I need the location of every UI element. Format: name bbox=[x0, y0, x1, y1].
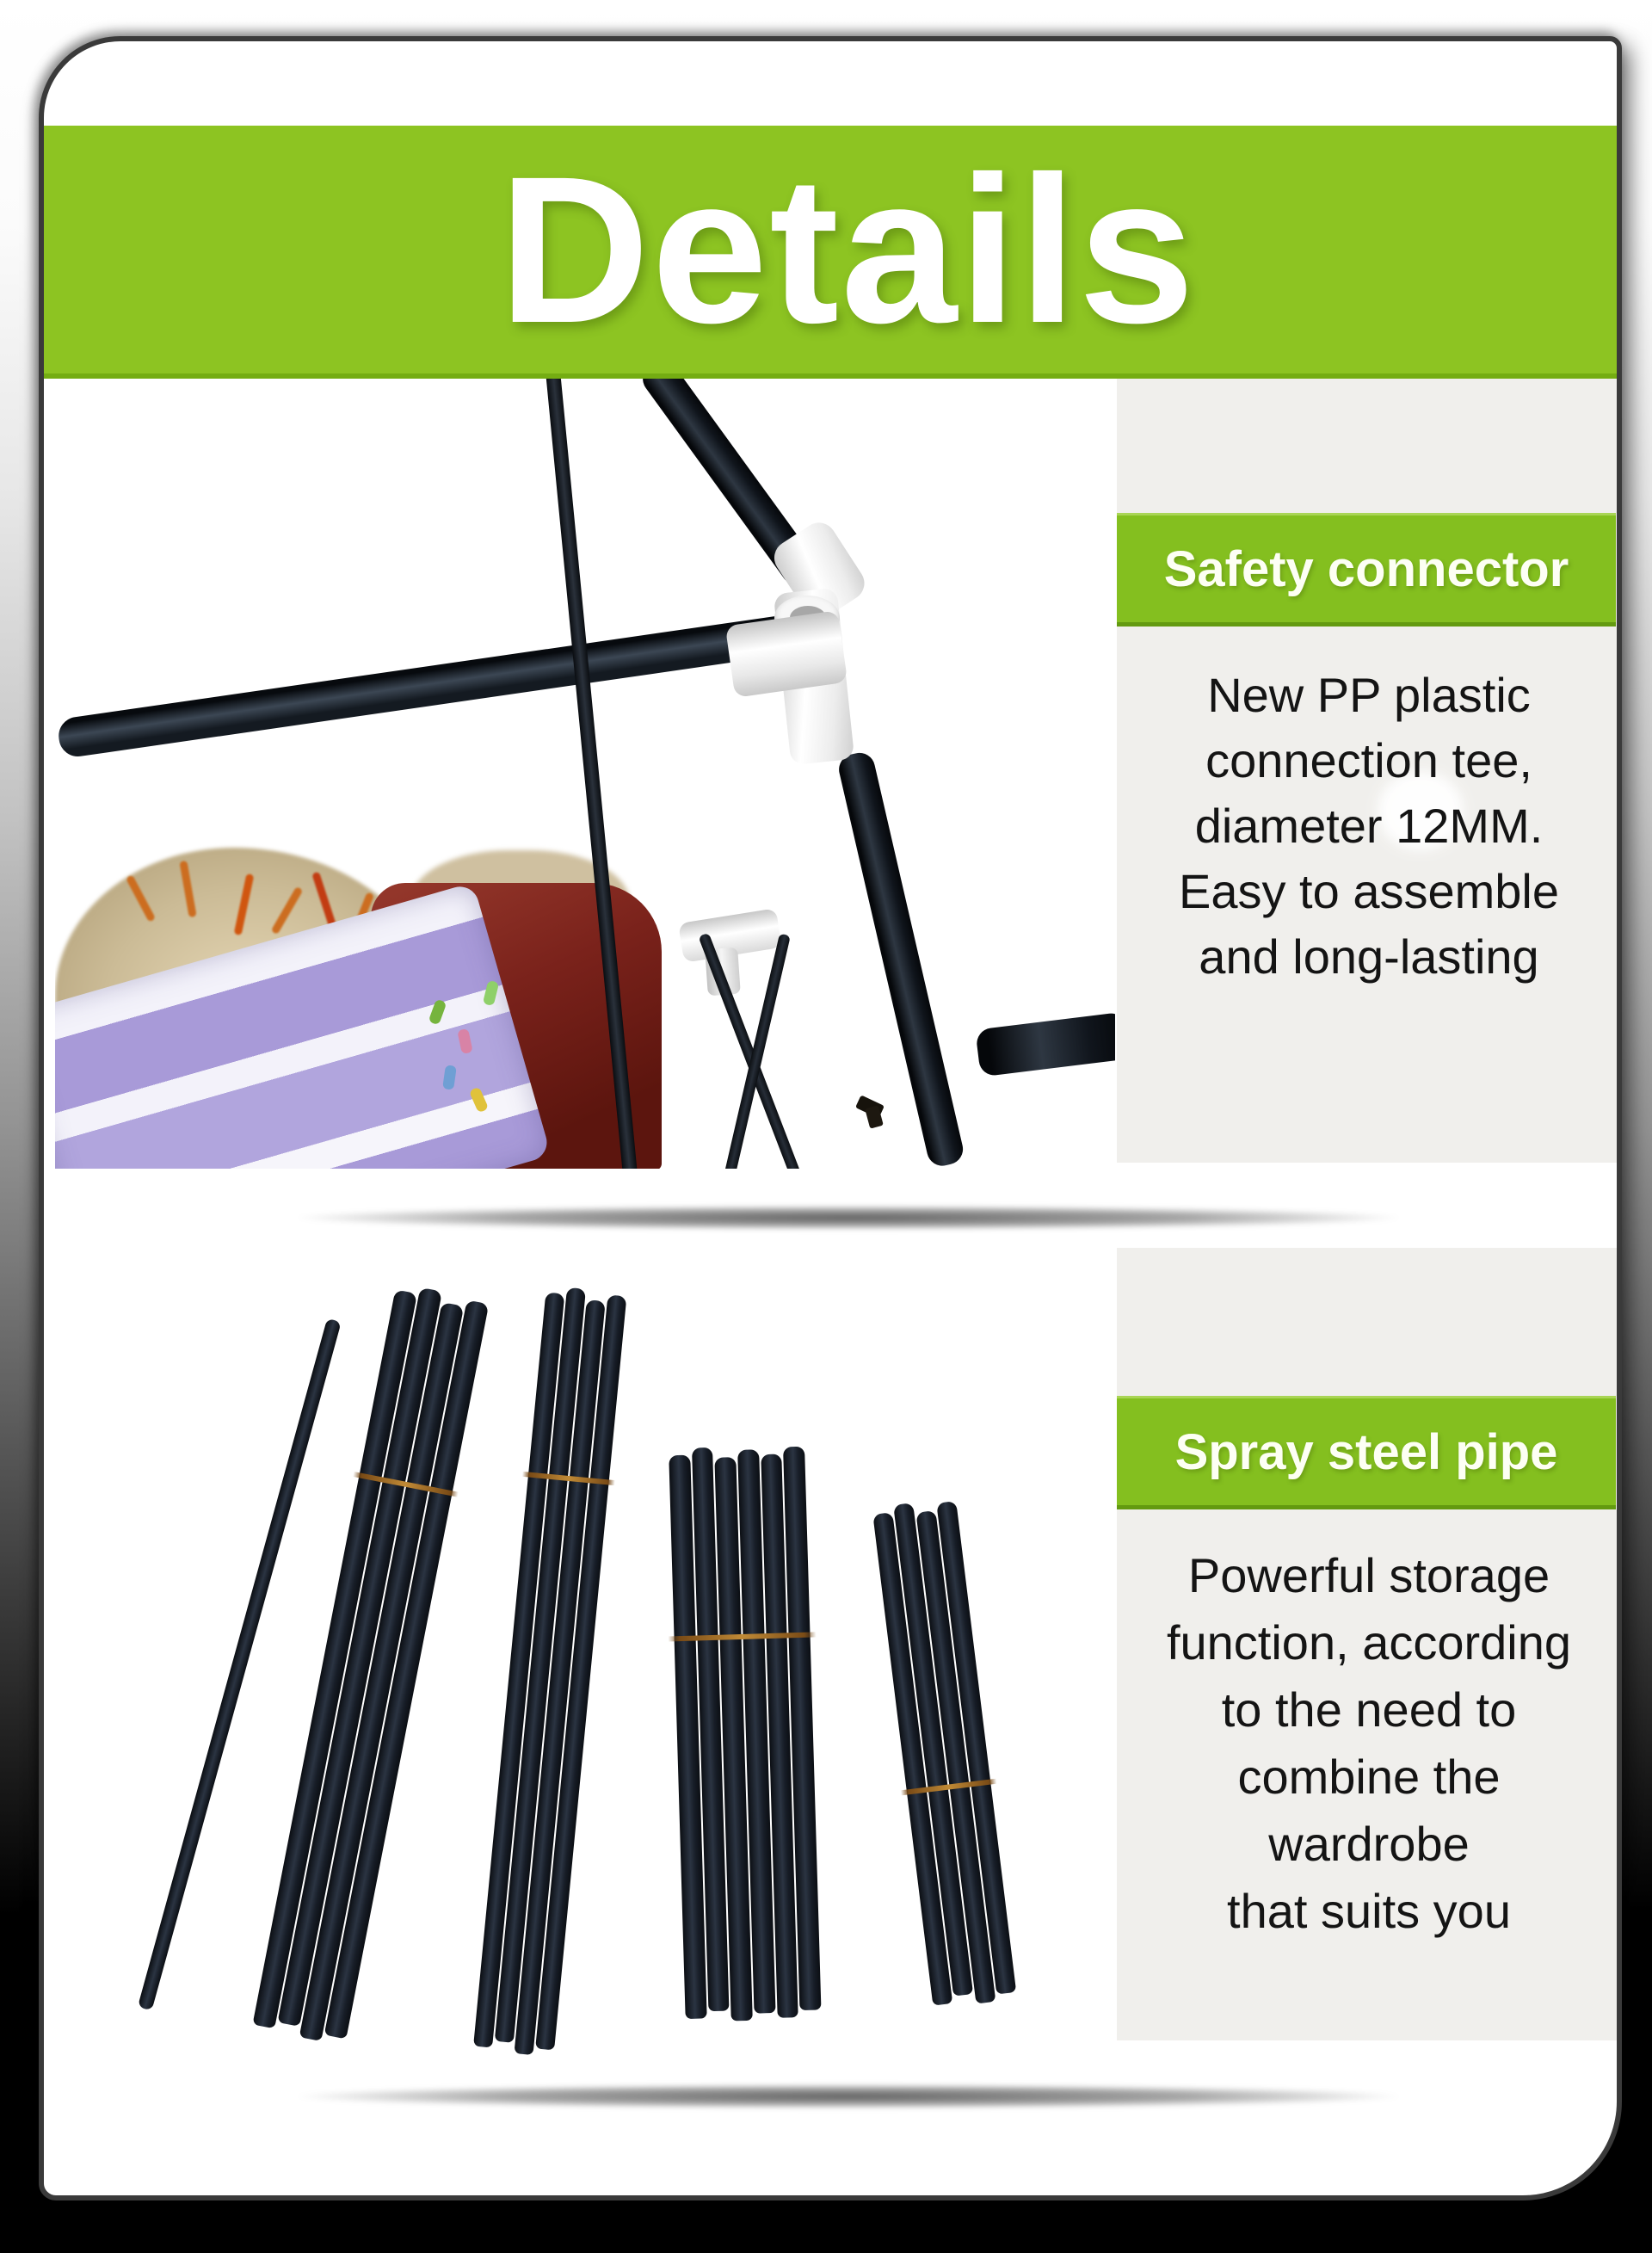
spray-steel-pipe-description bbox=[1117, 1542, 1621, 1945]
lower-rail-tube bbox=[975, 1012, 1115, 1077]
cross-brace-rod bbox=[698, 933, 804, 1169]
section-label-text: Safety connector bbox=[1163, 540, 1569, 597]
wardrobe-corner-photo bbox=[55, 379, 1115, 1169]
page-title: Details bbox=[498, 133, 1197, 367]
description-line: diameter 12MM. bbox=[1194, 799, 1544, 853]
description-line: function, according bbox=[1166, 1615, 1572, 1670]
description-line: New PP plastic bbox=[1207, 668, 1531, 722]
description-line: and long-lasting bbox=[1199, 929, 1539, 984]
description-line: combine the bbox=[1237, 1750, 1501, 1804]
section-label-safety-connector bbox=[1117, 513, 1616, 627]
description-line: to the need to bbox=[1221, 1682, 1517, 1737]
description-line: that suits you bbox=[1227, 1884, 1511, 1938]
pipe-bundle-long bbox=[473, 1285, 628, 2046]
pipe-bundle-medium bbox=[668, 1445, 822, 2012]
detail-card bbox=[39, 36, 1622, 2201]
section-divider-shadow bbox=[78, 1202, 1618, 1237]
pipe-bundle-short bbox=[871, 1497, 1016, 1999]
description-line: Powerful storage bbox=[1187, 1548, 1550, 1602]
details-banner bbox=[44, 126, 1617, 379]
safety-connector-description bbox=[1117, 663, 1621, 990]
steel-rail bbox=[56, 609, 828, 759]
description-line: connection tee, bbox=[1205, 733, 1532, 787]
description-line: Easy to assemble bbox=[1179, 864, 1559, 918]
bottom-divider-shadow bbox=[78, 2081, 1618, 2115]
description-line: wardrobe bbox=[1268, 1817, 1470, 1871]
section-label-text: Spray steel pipe bbox=[1174, 1423, 1558, 1480]
pipe-bundle-long bbox=[253, 1282, 490, 2035]
section-label-spray-steel-pipe bbox=[1117, 1396, 1616, 1509]
steel-pipes-photo bbox=[83, 1257, 1115, 2088]
